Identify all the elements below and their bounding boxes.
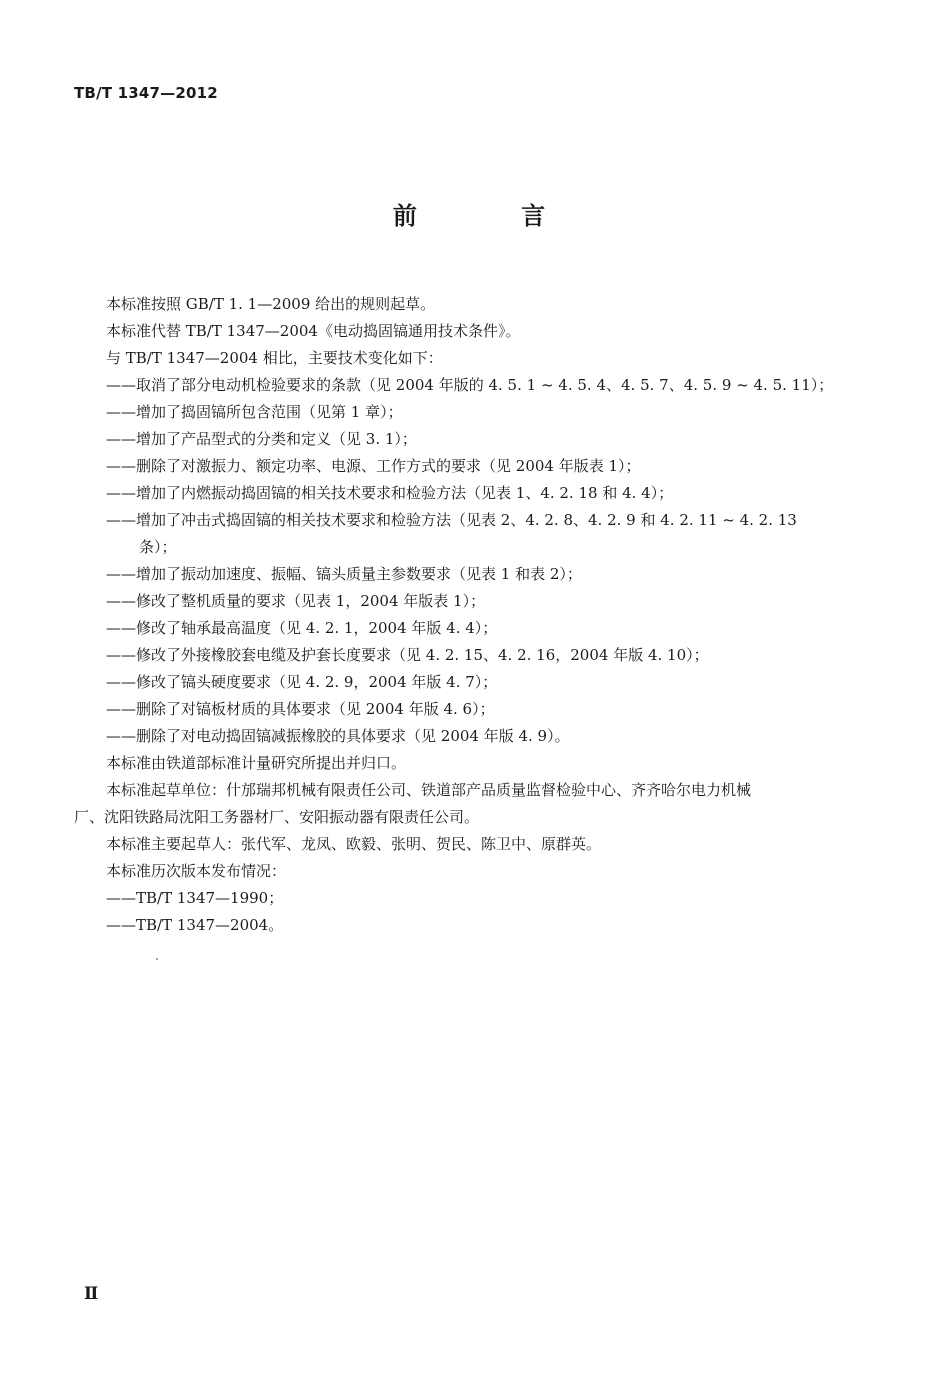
page-number: Ⅱ <box>84 1284 99 1304</box>
change-list-item: ——增加了产品型式的分类和定义（见 3. 1）； <box>106 430 417 448</box>
paragraph-comparison-intro: 与 TB/T 1347—2004 相比，主要技术变化如下： <box>106 349 443 367</box>
change-list-item: ——取消了部分电动机检验要求的条款（见 2004 年版的 4. 5. 1 ~ 4. 5. 4、4. 5. 7、4. 5. 9 ~ 4. 5. 11）； <box>106 376 834 394</box>
change-list-item: ——增加了捣固镐所包含范围（见第 1 章）； <box>106 403 403 421</box>
change-list-item: ——删除了对镐板材质的具体要求（见 2004 年版 4. 6）； <box>106 700 495 718</box>
change-list-item: ——删除了对电动捣固镐减振橡胶的具体要求（见 2004 年版 4. 9）。 <box>106 727 570 745</box>
paragraph-drafting-units-continued: 厂、沈阳铁路局沈阳工务器材厂、安阳振动器有限责任公司。 <box>74 808 480 826</box>
change-list-item: ——修改了镐头硬度要求（见 4. 2. 9，2004 年版 4. 7）； <box>106 673 498 691</box>
paragraph-proposer: 本标准由铁道部标准计量研究所提出并归口。 <box>106 754 407 772</box>
version-list-item: ——TB/T 1347—1990； <box>106 889 284 907</box>
change-list-item: ——增加了内燃振动捣固镐的相关技术要求和检验方法（见表 1、4. 2. 18 和 4. 4）； <box>106 484 674 502</box>
paragraph-drafting-rules: 本标准按照 GB/T 1. 1—2009 给出的规则起草。 <box>106 295 436 313</box>
page-title: 前 言 <box>392 202 594 230</box>
paragraph-version-history: 本标准历次版本发布情况： <box>106 862 287 880</box>
standard-id-header: TB/T 1347—2012 <box>74 84 218 102</box>
change-list-item: ——修改了整机质量的要求（见表 1，2004 年版表 1）； <box>106 592 486 610</box>
change-list-item: ——修改了轴承最高温度（见 4. 2. 1，2004 年版 4. 4）； <box>106 619 498 637</box>
version-list-item: ——TB/T 1347—2004。 <box>106 916 284 934</box>
paragraph-drafters: 本标准主要起草人：张代军、龙凤、欧毅、张明、贺民、陈卫中、原群英。 <box>106 835 602 853</box>
change-list-item-continuation: 条）； <box>139 538 177 556</box>
paragraph-drafting-units: 本标准起草单位：什邡瑞邦机械有限责任公司、铁道部产品质量监督检验中心、齐齐哈尔电力机械 <box>106 781 752 799</box>
paragraph-replaces: 本标准代替 TB/T 1347—2004《电动捣固镐通用技术条件》。 <box>106 322 521 340</box>
change-list-item: ——修改了外接橡胶套电缆及护套长度要求（见 4. 2. 15、4. 2. 16，2004 年版 4. 10）； <box>106 646 709 664</box>
scan-speck <box>156 958 158 960</box>
change-list-item: ——增加了冲击式捣固镐的相关技术要求和检验方法（见表 2、4. 2. 8、4. 2. 9 和 4. 2. 11 ~ 4. 2. 13 <box>106 511 797 529</box>
change-list-item: ——增加了振动加速度、振幅、镐头质量主参数要求（见表 1 和表 2）； <box>106 565 582 583</box>
change-list-item: ——删除了对激振力、额定功率、电源、工作方式的要求（见 2004 年版表 1）； <box>106 457 641 475</box>
